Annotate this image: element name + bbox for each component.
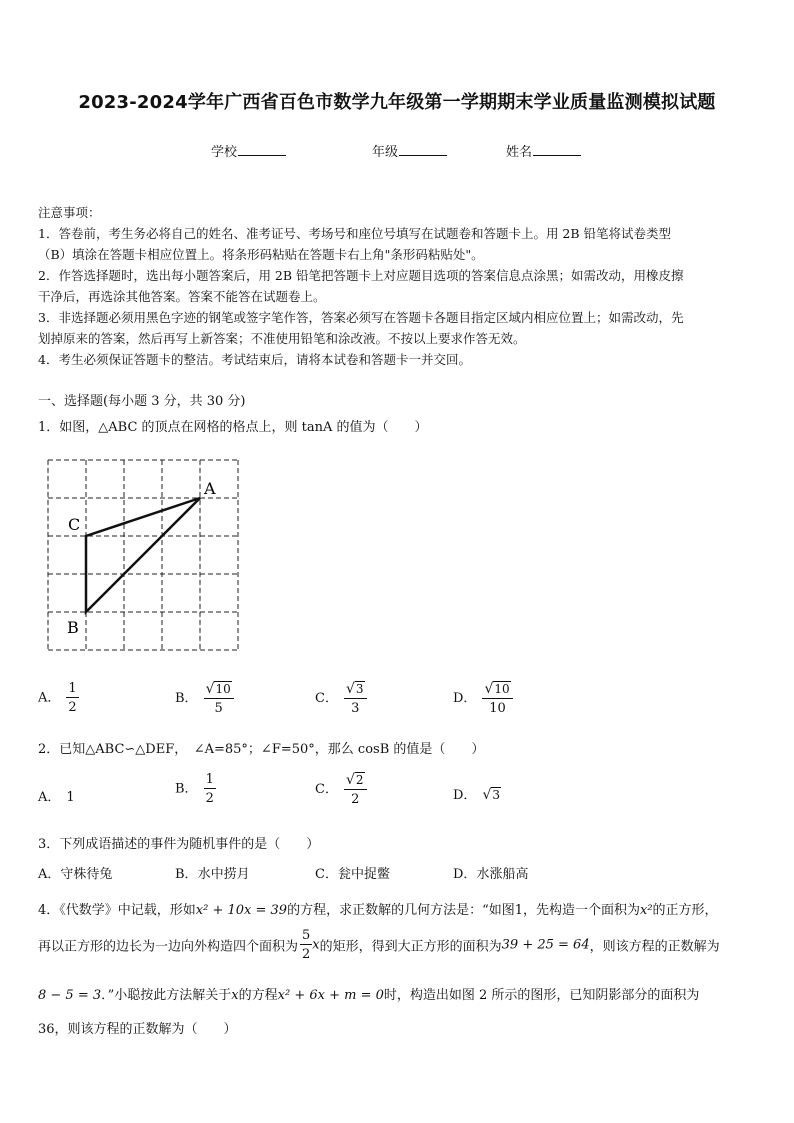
numerator: 1 xyxy=(68,681,77,696)
fraction xyxy=(482,682,512,715)
fraction xyxy=(204,682,234,715)
option-label: C． xyxy=(315,691,338,706)
q4-math: x² xyxy=(639,903,653,918)
notice-heading: 注意事项： xyxy=(38,205,101,220)
option-label: D． xyxy=(453,691,477,706)
label-a: A xyxy=(204,479,216,498)
q4-text: 的方程 xyxy=(238,988,278,1003)
option-label: A． xyxy=(38,790,61,805)
denominator: 2 xyxy=(205,791,214,806)
numerator: 1 xyxy=(205,772,214,787)
q1-option-d[interactable] xyxy=(453,682,513,715)
q4-text: 4．《代数学》中记载，形如 xyxy=(38,903,196,918)
q2-stem: 2．已知△ABC∽△DEF， ∠A=85°；∠F=50°，那么 cosB 的值是（ ） xyxy=(38,742,485,757)
denominator: 5 xyxy=(214,701,223,716)
radicand: 2 xyxy=(355,773,364,787)
fraction xyxy=(300,929,312,961)
q2-option-c[interactable] xyxy=(315,773,367,806)
q4-equation: 39 + 25 = 64 xyxy=(501,937,590,953)
section-title: 一、选择题(每小题 3 分，共 30 分) xyxy=(38,394,246,409)
q3-stem: 3．下列成语描述的事件为随机事件的是（ ） xyxy=(38,837,320,852)
name-label: 姓名 xyxy=(506,145,533,160)
grade-label: 年级 xyxy=(372,145,399,160)
option-label: C． xyxy=(315,782,338,797)
q4-text: 时，构造出如图 2 所示的图形，已知阴影部分的面积为 xyxy=(383,988,700,1003)
q4-line-4: 36，则该方程的正数解为（ ） xyxy=(38,1022,237,1037)
denominator: 3 xyxy=(351,701,360,716)
radicand: 3 xyxy=(492,788,500,802)
option-text: 守株待兔 xyxy=(60,867,113,882)
q2-option-a[interactable] xyxy=(38,786,75,805)
option-label: B． xyxy=(175,867,198,882)
q1-option-c[interactable] xyxy=(315,682,367,715)
option-label: B． xyxy=(175,781,198,797)
name-field xyxy=(506,141,581,160)
radicand: 10 xyxy=(494,682,510,696)
q1-figure xyxy=(40,452,250,657)
sqrt-icon: √ xyxy=(482,787,492,803)
q4-text: 再以正方形的边长为一边向外构造四个面积为 xyxy=(38,939,299,955)
q1-option-b[interactable] xyxy=(175,682,234,715)
radicand: 3 xyxy=(355,682,364,696)
q4-text: ．”小聪按此方法解关于 xyxy=(101,988,232,1003)
q1-stem: 1．如图，△ABC 的顶点在网格的格点上，则 tanA 的值为（ ） xyxy=(38,420,428,435)
q2-option-b[interactable] xyxy=(175,773,216,805)
q4-equation: x² + 6x + m = 0 xyxy=(277,988,384,1003)
option-text: 水涨船高 xyxy=(476,867,529,882)
denominator: 2 xyxy=(351,792,360,807)
q3-option-b[interactable] xyxy=(175,863,250,882)
q4-line-1 xyxy=(38,899,718,918)
name-blank xyxy=(533,143,581,156)
numerator xyxy=(482,682,512,699)
notice-line: 4．考生必须保证答题卡的整洁。考试结束后，请将本试卷和答题卡一并交回。 xyxy=(38,352,471,367)
option-text: 瓮中捉鳖 xyxy=(337,867,390,882)
label-b: B xyxy=(67,618,79,637)
grade-blank xyxy=(399,143,447,156)
q4-text: 的方程，求正数解的几何方法是：“如图1，先构造一个面积为 xyxy=(287,903,640,918)
numerator xyxy=(344,682,367,699)
option-label: A． xyxy=(38,690,61,706)
q4-math: x xyxy=(231,988,239,1003)
option-label: C． xyxy=(315,867,338,882)
q4-line-2 xyxy=(38,929,720,961)
numerator xyxy=(204,682,234,699)
q4-math: x xyxy=(312,937,320,953)
q3-option-c[interactable] xyxy=(315,863,390,882)
numerator: 5 xyxy=(302,928,311,943)
q2-option-d[interactable] xyxy=(453,784,501,803)
q3-option-d[interactable] xyxy=(453,863,528,882)
numerator xyxy=(344,773,367,790)
option-value: 1 xyxy=(66,790,75,805)
fraction xyxy=(204,773,216,805)
triangle-abc xyxy=(86,498,200,612)
q4-equation: 8 − 5 = 3 xyxy=(38,988,102,1003)
denominator: 2 xyxy=(68,700,77,715)
label-c: C xyxy=(68,515,81,534)
radicand: 10 xyxy=(215,682,231,696)
option-label: D． xyxy=(453,867,477,882)
q3-option-a[interactable] xyxy=(38,863,112,882)
school-blank xyxy=(238,143,286,156)
fraction xyxy=(344,682,367,715)
sqrt-icon: √ xyxy=(484,681,494,697)
q4-text: ，则该方程的正数解为 xyxy=(589,939,720,955)
notice-line: （B）填涂在答题卡相应位置上。将条形码粘贴在答题卡右上角"条形码粘贴处"。 xyxy=(38,247,484,262)
page-title: 2023-2024学年广西省百色市数学九年级第一学期期末学业质量监测模拟试题 xyxy=(78,92,716,113)
option-label: A． xyxy=(38,867,61,882)
option-label: D． xyxy=(453,788,477,803)
grade-field xyxy=(372,141,447,160)
school-label: 学校 xyxy=(211,145,238,160)
q4-equation: x² + 10x = 39 xyxy=(195,903,288,918)
sqrt-icon: √ xyxy=(345,681,355,697)
notice-line: 3．非选择题必须用黑色字迹的钢笔或签字笔作答，答案必须写在答题卡各题目指定区域内相应位置上；如需改动，先 xyxy=(38,310,684,325)
q4-line-3 xyxy=(38,984,699,1003)
q1-option-a[interactable] xyxy=(38,682,79,714)
denominator: 2 xyxy=(302,947,311,962)
q4-text: 的矩形，得到大正方形的面积为 xyxy=(319,939,502,955)
sqrt-icon: √ xyxy=(345,772,355,788)
notice-line: 1．答卷前，考生务必将自己的姓名、准考证号、考场号和座位号填写在试题卷和答题卡上。用 2B 铅笔将试卷类型 xyxy=(38,226,672,241)
notice-line: 干净后，再选涂其他答案。答案不能答在试题卷上。 xyxy=(38,289,326,304)
fraction xyxy=(66,682,78,714)
option-text: 水中捞月 xyxy=(197,867,250,882)
q4-text: 的正方形， xyxy=(652,903,718,918)
sqrt-icon: √ xyxy=(205,681,215,697)
option-label: B． xyxy=(175,691,198,706)
school-field xyxy=(211,141,286,160)
notice-line: 划掉原来的答案，然后再写上新答案；不准使用铅笔和涂改液。不按以上要求作答无效。 xyxy=(38,331,526,346)
notice-line: 2．作答选择题时，选出每小题答案后，用 2B 铅笔把答题卡上对应题目选项的答案信息点涂黑；如需改动，用橡皮擦 xyxy=(38,268,684,283)
denominator: 10 xyxy=(489,701,506,716)
fraction xyxy=(344,773,367,806)
